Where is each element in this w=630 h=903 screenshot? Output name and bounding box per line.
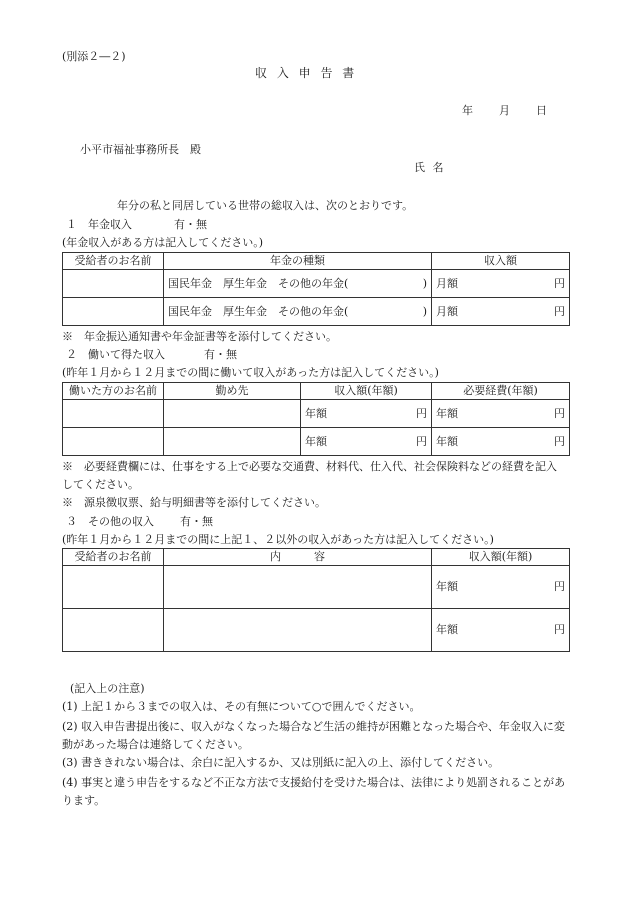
note-item-3: (3) 書ききれない場合は、余白に記入するか、又は別紙に記入の上、添付してください。 <box>62 756 500 769</box>
section3-heading: ３ その他の収入 <box>66 515 154 528</box>
section2-yesno[interactable]: 有・無 <box>204 348 237 361</box>
worker-name-cell[interactable] <box>63 400 164 428</box>
note-item-2: (2) 収入申告書提出後に、収入がなくなった場合など生活の維持が困難となった場合や、年金収入に変動があった場合は連絡してください。 <box>62 720 565 751</box>
date-year: 年 <box>462 104 473 117</box>
addressee: 小平市福祉事務所長 殿 <box>80 143 201 156</box>
notes-heading: (記入上の注意) <box>70 682 145 695</box>
section2-note1: ※ 必要経費欄には、仕事をする上で必要な交通費、材料代、仕入代、社会保険料などの経費を記入してください。 <box>62 460 557 491</box>
employer-cell[interactable] <box>164 428 301 456</box>
col-worker-name: 働いた方のお名前 <box>63 383 164 400</box>
worker-name-cell[interactable] <box>63 428 164 456</box>
annual-income-cell[interactable]: 年額 円 <box>432 566 570 609</box>
col-annual-income: 収入額(年額) <box>301 383 432 400</box>
section1-yesno[interactable]: 有・無 <box>174 218 207 231</box>
table-row <box>63 298 570 326</box>
annual-expenses-cell[interactable]: 年額 円 <box>432 428 570 456</box>
table-row <box>63 270 570 298</box>
section2-heading: ２ 働いて得た収入 <box>66 348 165 361</box>
employer-cell[interactable] <box>164 400 301 428</box>
pension-type-cell[interactable]: 国民年金 厚生年金 その他の年金( ) <box>164 298 432 326</box>
annual-income-cell[interactable]: 年額 円 <box>432 609 570 652</box>
recipient-name-cell[interactable] <box>63 298 164 326</box>
section3-yesno[interactable]: 有・無 <box>180 515 213 528</box>
col-annual-expenses: 必要経費(年額) <box>432 383 570 400</box>
section1-note: ※ 年金振込通知書や年金証書等を添付してください。 <box>62 330 337 343</box>
annual-expenses-cell[interactable]: 年額 円 <box>432 400 570 428</box>
recipient-name-cell[interactable] <box>63 566 164 609</box>
monthly-amount-cell[interactable]: 月額 円 <box>432 298 570 326</box>
section2-instruction: (昨年１月から１２月までの間に働いて収入があった方は記入してください。) <box>62 366 439 379</box>
attachment-label: (別添２―２) <box>62 50 126 63</box>
col-content: 内 容 <box>164 549 432 566</box>
date-month: 月 <box>499 104 510 117</box>
document-title: 収 入 申 告 書 <box>255 66 358 80</box>
section2-note2: ※ 源泉徴収票、給与明細書等を添付してください。 <box>62 496 326 509</box>
recipient-name-cell[interactable] <box>63 609 164 652</box>
content-cell[interactable] <box>164 566 432 609</box>
monthly-amount-cell[interactable]: 月額 円 <box>432 270 570 298</box>
annual-income-cell[interactable]: 年額 円 <box>301 400 432 428</box>
employment-income-table <box>62 382 570 456</box>
table-row <box>63 566 570 609</box>
pension-type-cell[interactable]: 国民年金 厚生年金 その他の年金( ) <box>164 270 432 298</box>
table-row <box>63 400 570 428</box>
section1-instruction: (年金収入がある方は記入してください。) <box>62 236 264 249</box>
col-employer: 勤め先 <box>164 383 301 400</box>
other-income-table <box>62 548 570 652</box>
section3-instruction: (昨年１月から１２月までの間に上記１、２以外の収入があった方は記入してください。) <box>62 533 494 546</box>
recipient-name-cell[interactable] <box>63 270 164 298</box>
col-pension-type: 年金の種類 <box>164 253 432 270</box>
note-item-4: (4) 事実と違う申告をするなど不正な方法で支援給付を受けた場合は、法律により処罰されることがあります。 <box>62 776 566 807</box>
col-recipient-name: 受給者のお名前 <box>63 253 164 270</box>
col-income-amount: 収入額 <box>432 253 570 270</box>
note-item-1: (1) 上記１から３までの収入は、その有無について○で囲んでください。 <box>62 700 421 713</box>
section1-heading: １ 年金収入 <box>66 218 132 231</box>
table-row <box>63 428 570 456</box>
table-row <box>63 609 570 652</box>
col-recipient-name: 受給者のお名前 <box>63 549 164 566</box>
intro-text: 年分の私と同居している世帯の総収入は、次のとおりです。 <box>117 199 414 212</box>
col-annual-income: 収入額(年額) <box>432 549 570 566</box>
name-label: 氏 名 <box>414 161 446 174</box>
content-cell[interactable] <box>164 609 432 652</box>
date-day: 日 <box>536 104 547 117</box>
pension-table <box>62 252 570 326</box>
annual-income-cell[interactable]: 年額 円 <box>301 428 432 456</box>
